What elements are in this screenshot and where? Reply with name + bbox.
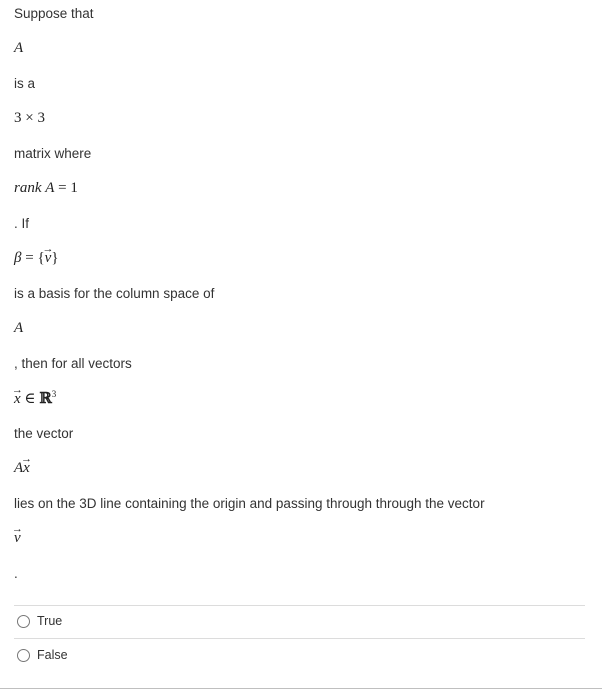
option-divider: [14, 638, 585, 639]
option-divider: [14, 605, 585, 606]
question-line-1: Suppose that: [14, 6, 94, 21]
math-rank: rank A = 1: [14, 180, 78, 196]
math-dimensions: 3 × 3: [14, 110, 45, 126]
vector-v: → v: [45, 249, 52, 267]
question-line-6: , then for all vectors: [14, 356, 132, 371]
option-true[interactable]: [17, 611, 62, 631]
bottom-divider: [0, 688, 602, 689]
option-label[interactable]: True: [37, 614, 63, 628]
symbol-a: A: [14, 40, 24, 56]
question-line-9: .: [14, 566, 18, 581]
question-line-7: the vector: [14, 426, 74, 441]
question-line-8: lies on the 3D line containing the origin and passing through through the vector: [14, 496, 485, 511]
question-line-3: matrix where: [14, 146, 92, 161]
question-line-5: is a basis for the column space of: [14, 286, 215, 301]
vector-x: → x: [14, 390, 21, 408]
math-ax: A→ x: [14, 459, 30, 477]
radio-circle-icon[interactable]: [17, 615, 30, 628]
math-vector-v: [14, 529, 21, 547]
math-basis: β = {→ v}: [14, 249, 59, 267]
question-line-4: . If: [14, 216, 30, 231]
vector-v-2: → v: [14, 529, 21, 547]
option-label[interactable]: False: [37, 648, 68, 662]
math-matrix-a: [14, 39, 23, 57]
radio-circle-icon[interactable]: [17, 649, 30, 662]
question-line-2: is a: [14, 76, 36, 91]
option-false[interactable]: [17, 645, 68, 665]
math-matrix-a-2: A: [14, 320, 24, 336]
vector-x-2: → x: [23, 459, 30, 477]
math-x-in-r3: → x ∈ ℝ$^3$: [14, 389, 56, 409]
